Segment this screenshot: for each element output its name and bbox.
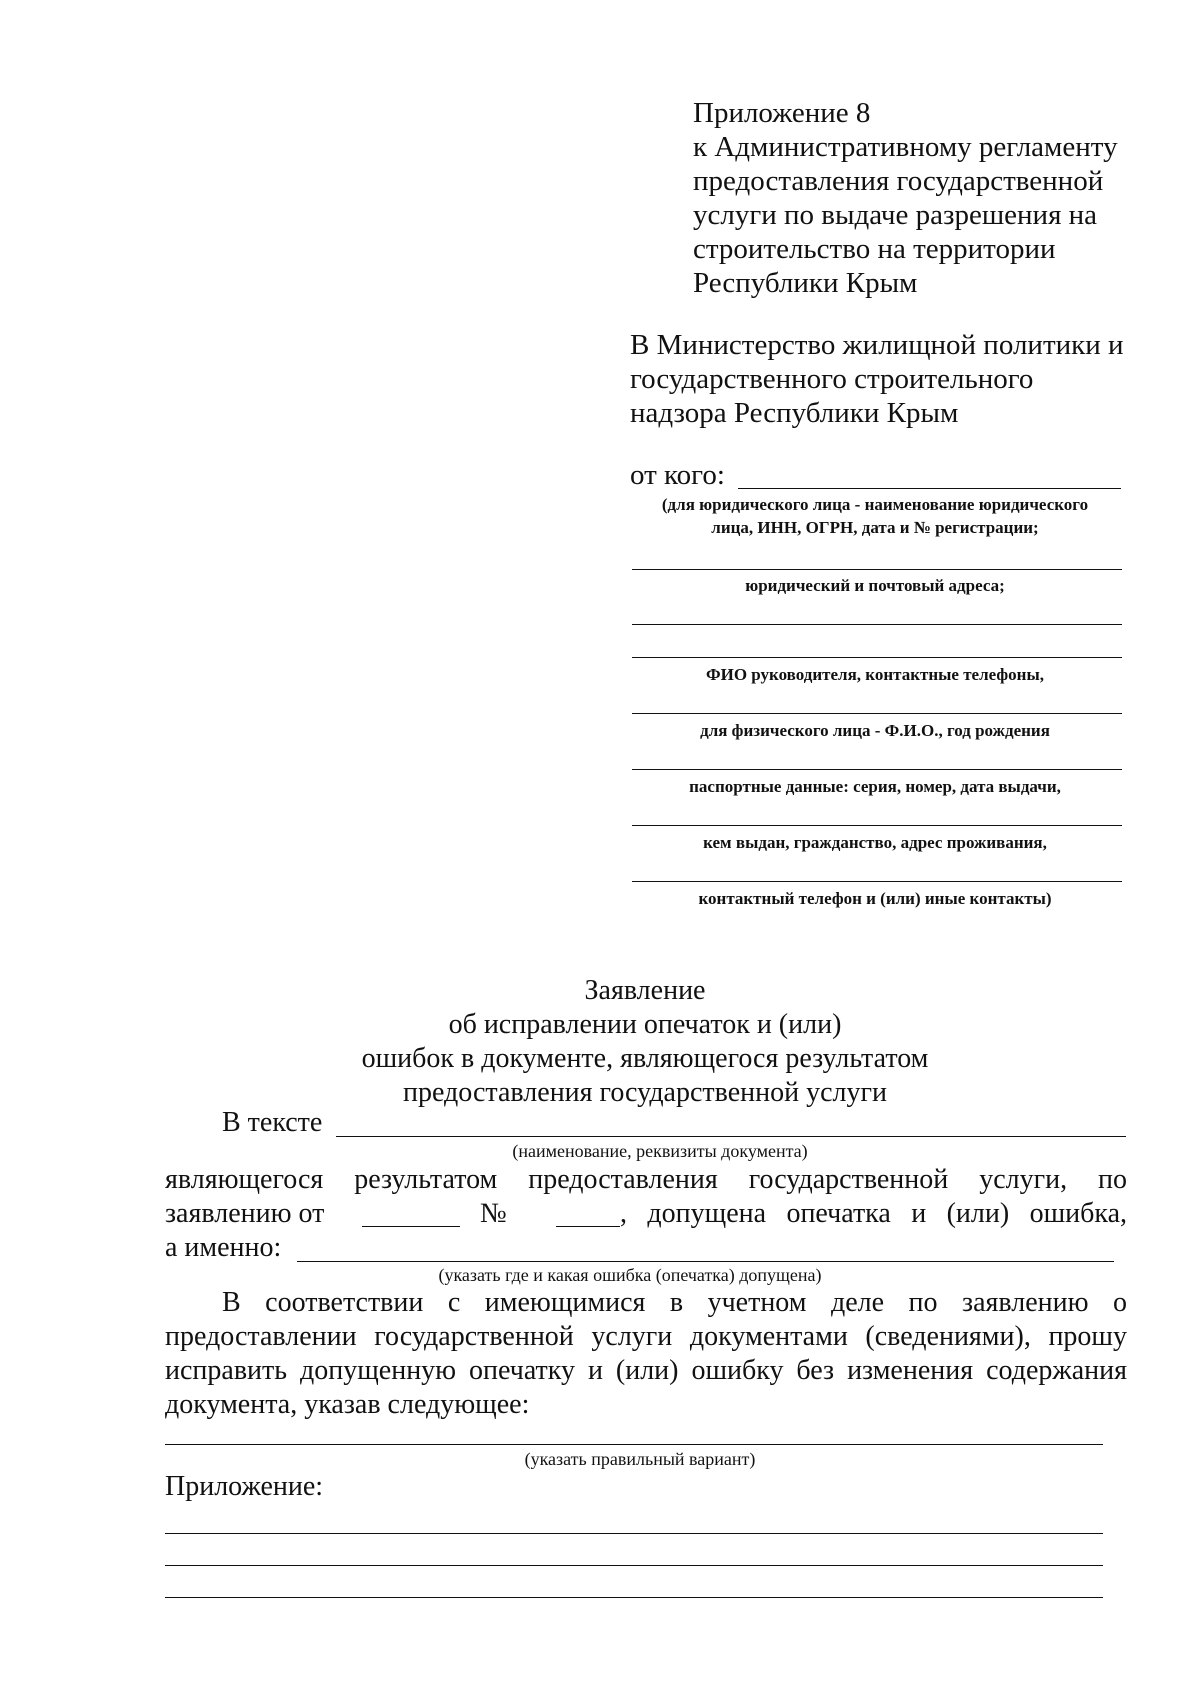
recipient-line: государственного строительного (630, 363, 1034, 395)
appendix-line: Приложение 8 (693, 97, 871, 129)
correct-caption: (указать правильный вариант) (524, 1449, 756, 1469)
title-line: ошибок в документе, являющегося результатом (361, 1043, 929, 1074)
recipient-line: В Министерство жилищной политики и (630, 329, 1124, 361)
body-word: результатом (354, 1164, 498, 1195)
error-caption: (указать где и какая ошибка (опечатка) допущена) (438, 1265, 822, 1285)
sender-field-line[interactable] (632, 624, 1122, 625)
document-caption: (наименование, реквизиты документа) (512, 1141, 808, 1161)
sender-caption: ФИО руководителя, контактные телефоны, (706, 665, 1044, 684)
body-line-1 (165, 1163, 1127, 1197)
sender-caption: юридический и почтовый адреса; (745, 576, 1005, 595)
body-word: предоставления (528, 1164, 718, 1195)
application-date-line[interactable] (362, 1226, 460, 1227)
title-line: предоставления государственной услуги (403, 1077, 887, 1108)
error-description-line[interactable] (297, 1261, 1114, 1262)
sender-label: от кого: (630, 459, 725, 491)
sender-field-line[interactable] (632, 713, 1122, 714)
body-word: услуги, (979, 1164, 1068, 1195)
appendix-line: услуги по выдаче разрешения на (693, 199, 1098, 231)
paragraph-line: предоставлении государственной услуги документами (сведениями), прошу (165, 1321, 1127, 1352)
in-text-label: В тексте (222, 1107, 323, 1138)
sender-name-line[interactable] (738, 488, 1121, 489)
appendix-line: к Административному регламенту (693, 131, 1118, 163)
paragraph-line: исправить допущенную опечатку и (или) ошибку без изменения содержания (165, 1355, 1127, 1386)
body-line-3-label: а именно: (165, 1232, 282, 1263)
attachment-line[interactable] (165, 1597, 1103, 1598)
body-word: по (1098, 1164, 1127, 1195)
application-number-line[interactable] (556, 1226, 620, 1227)
sender-caption: лица, ИНН, ОГРН, дата и № регистрации; (711, 518, 1039, 537)
sender-field-line[interactable] (632, 769, 1122, 770)
paragraph-last-line: документа, указав следующее: (165, 1389, 530, 1420)
sender-field-line[interactable] (632, 657, 1122, 658)
sender-caption: (для юридического лица - наименование юридического (661, 495, 1089, 514)
appendix-line: предоставления государственной (693, 165, 1104, 197)
attachment-line[interactable] (165, 1565, 1103, 1566)
sender-field-line[interactable] (632, 881, 1122, 882)
sender-field-line[interactable] (632, 569, 1122, 570)
sender-caption: паспортные данные: серия, номер, дата выдачи, (689, 777, 1061, 796)
correct-variant-line[interactable] (165, 1444, 1103, 1445)
appendix-line: Республики Крым (693, 267, 918, 299)
attachment-line[interactable] (165, 1533, 1103, 1534)
paragraph-line: В соответствии с имеющимися в учетном деле по заявлению о (222, 1287, 1127, 1318)
title-line: об исправлении опечаток и (или) (448, 1009, 842, 1040)
attachment-label: Приложение: (165, 1471, 324, 1502)
number-sign: № (480, 1198, 507, 1229)
sender-caption: для физического лица - Ф.И.О., год рождения (700, 721, 1050, 740)
body-line-2-from: заявлению от (165, 1198, 325, 1229)
sender-caption: контактный телефон и (или) иные контакты) (698, 889, 1052, 908)
appendix-line: строительство на территории (693, 233, 1056, 265)
title-line: Заявление (584, 975, 706, 1006)
sender-field-line[interactable] (632, 825, 1122, 826)
body-word: являющегося (165, 1164, 324, 1195)
document-name-line[interactable] (336, 1136, 1126, 1137)
body-line-2-rest: , допущена опечатка и (или) ошибка, (620, 1198, 1127, 1229)
sender-caption: кем выдан, гражданство, адрес проживания, (703, 833, 1047, 852)
recipient-line: надзора Республики Крым (630, 397, 959, 429)
body-word: государственной (748, 1164, 949, 1195)
